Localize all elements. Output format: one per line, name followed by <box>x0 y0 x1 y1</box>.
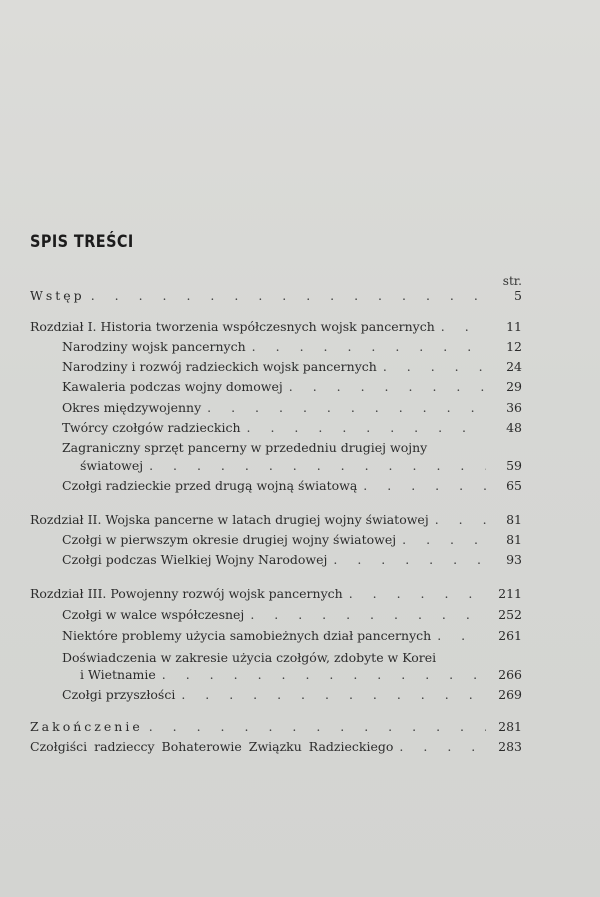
toc-entry-conclusion <box>30 718 522 736</box>
toc-entry <box>62 358 522 376</box>
toc-entry <box>62 338 522 356</box>
toc-entry-label: światowej <box>80 458 144 473</box>
toc-entry <box>62 686 522 704</box>
toc-entry-page: 93 <box>506 552 522 567</box>
leader-dots <box>250 606 486 624</box>
leader-dots <box>363 477 486 495</box>
leader-dots <box>162 666 486 684</box>
toc-entry <box>62 378 522 396</box>
toc-entry-label-line1: Zagraniczny sprzęt pancerny w przededniu drugiej wojny <box>62 440 428 455</box>
leader-dots <box>207 399 486 417</box>
toc-entry-chapter-2 <box>30 511 522 529</box>
toc-entry <box>62 477 522 495</box>
toc-entry-page: 81 <box>506 512 522 527</box>
leader-dots <box>289 378 486 396</box>
toc-entry <box>62 627 522 645</box>
toc-entry-page: 36 <box>506 400 522 415</box>
toc-entry <box>62 399 522 417</box>
page-column-header: str. <box>502 274 522 288</box>
toc-entry-page: 283 <box>498 739 522 754</box>
toc-entry-page: 12 <box>506 339 522 354</box>
toc-entry <box>62 419 522 437</box>
toc-entry-label: Czołgi radzieckie przed drugą wojną światową <box>62 478 358 493</box>
leader-dots <box>91 287 486 305</box>
leader-dots <box>149 457 486 475</box>
toc-entry-page: 65 <box>506 478 522 493</box>
toc-entry-label: Rozdział II. Wojska pancerne w latach drugiej wojny światowej <box>30 512 429 527</box>
leader-dots <box>252 338 486 356</box>
toc-entry-page: 24 <box>506 359 522 374</box>
toc-entry-page: 252 <box>498 607 522 622</box>
toc-entry-label: Czołgi w walce współczesnej <box>62 607 245 622</box>
toc-entry-page: 211 <box>498 586 522 601</box>
toc-entry-intro <box>30 287 522 305</box>
leader-dots <box>149 718 486 736</box>
toc-entry-label-line1: Doświadczenia w zakresie użycia czołgów, zdobyte w Korei <box>62 650 437 665</box>
toc-entry-heroes <box>30 738 522 756</box>
toc-entry-label: Wstęp <box>30 288 85 303</box>
toc-entry <box>62 551 522 569</box>
toc-entry <box>80 457 522 475</box>
toc-entry <box>80 666 522 684</box>
toc-entry-page: 281 <box>498 719 522 734</box>
toc-entry-page: 59 <box>506 458 522 473</box>
leader-dots <box>435 511 486 529</box>
leader-dots <box>437 627 486 645</box>
toc-entry-chapter-1 <box>30 318 522 336</box>
toc-entry-label: Czołgi w pierwszym okresie drugiej wojny światowej <box>62 532 397 547</box>
toc-entry-label: Kawaleria podczas wojny domowej <box>62 379 283 394</box>
toc-entry-label: Rozdział III. Powojenny rozwój wojsk pancernych <box>30 586 343 601</box>
toc-entry-label: Czołgi przyszłości <box>62 687 176 702</box>
toc-entry-chapter-3 <box>30 585 522 603</box>
toc-entry-page: 11 <box>506 319 522 334</box>
leader-dots <box>247 419 486 437</box>
toc-entry-label: Zakończenie <box>30 719 143 734</box>
toc-entry-page: 81 <box>506 532 522 547</box>
toc-entry-label: Czołgiści radzieccy Bohaterowie Związku Radzieckiego <box>30 739 394 754</box>
leader-dots <box>399 738 486 756</box>
leader-dots <box>402 531 486 549</box>
leader-dots <box>383 358 486 376</box>
toc-entry-page: 48 <box>506 420 522 435</box>
toc-entry <box>62 606 522 624</box>
toc-entry-page: 29 <box>506 379 522 394</box>
toc-entry-page: 266 <box>498 667 522 682</box>
toc-title: SPIS TREŚCI <box>30 232 134 252</box>
toc-entry-page: 261 <box>498 628 522 643</box>
toc-entry-page: 5 <box>514 288 522 303</box>
toc-entry-label: Narodziny wojsk pancernych <box>62 339 246 354</box>
toc-entry-label: Czołgi podczas Wielkiej Wojny Narodowej <box>62 552 328 567</box>
toc-entry-label: Twórcy czołgów radzieckich <box>62 420 241 435</box>
leader-dots <box>349 585 486 603</box>
toc-entry <box>62 531 522 549</box>
toc-entry-label: Niektóre problemy użycia samobieżnych dział pancernych <box>62 628 432 643</box>
leader-dots <box>333 551 486 569</box>
leader-dots <box>181 686 486 704</box>
toc-entry-label: i Wietnamie <box>80 667 156 682</box>
leader-dots <box>441 318 486 336</box>
toc-entry-page: 269 <box>498 687 522 702</box>
toc-entry-label: Rozdział I. Historia tworzenia współczesnych wojsk pancernych <box>30 319 435 334</box>
toc-entry-label: Narodziny i rozwój radzieckich wojsk pancernych <box>62 359 377 374</box>
toc-entry-label: Okres międzywojenny <box>62 400 202 415</box>
